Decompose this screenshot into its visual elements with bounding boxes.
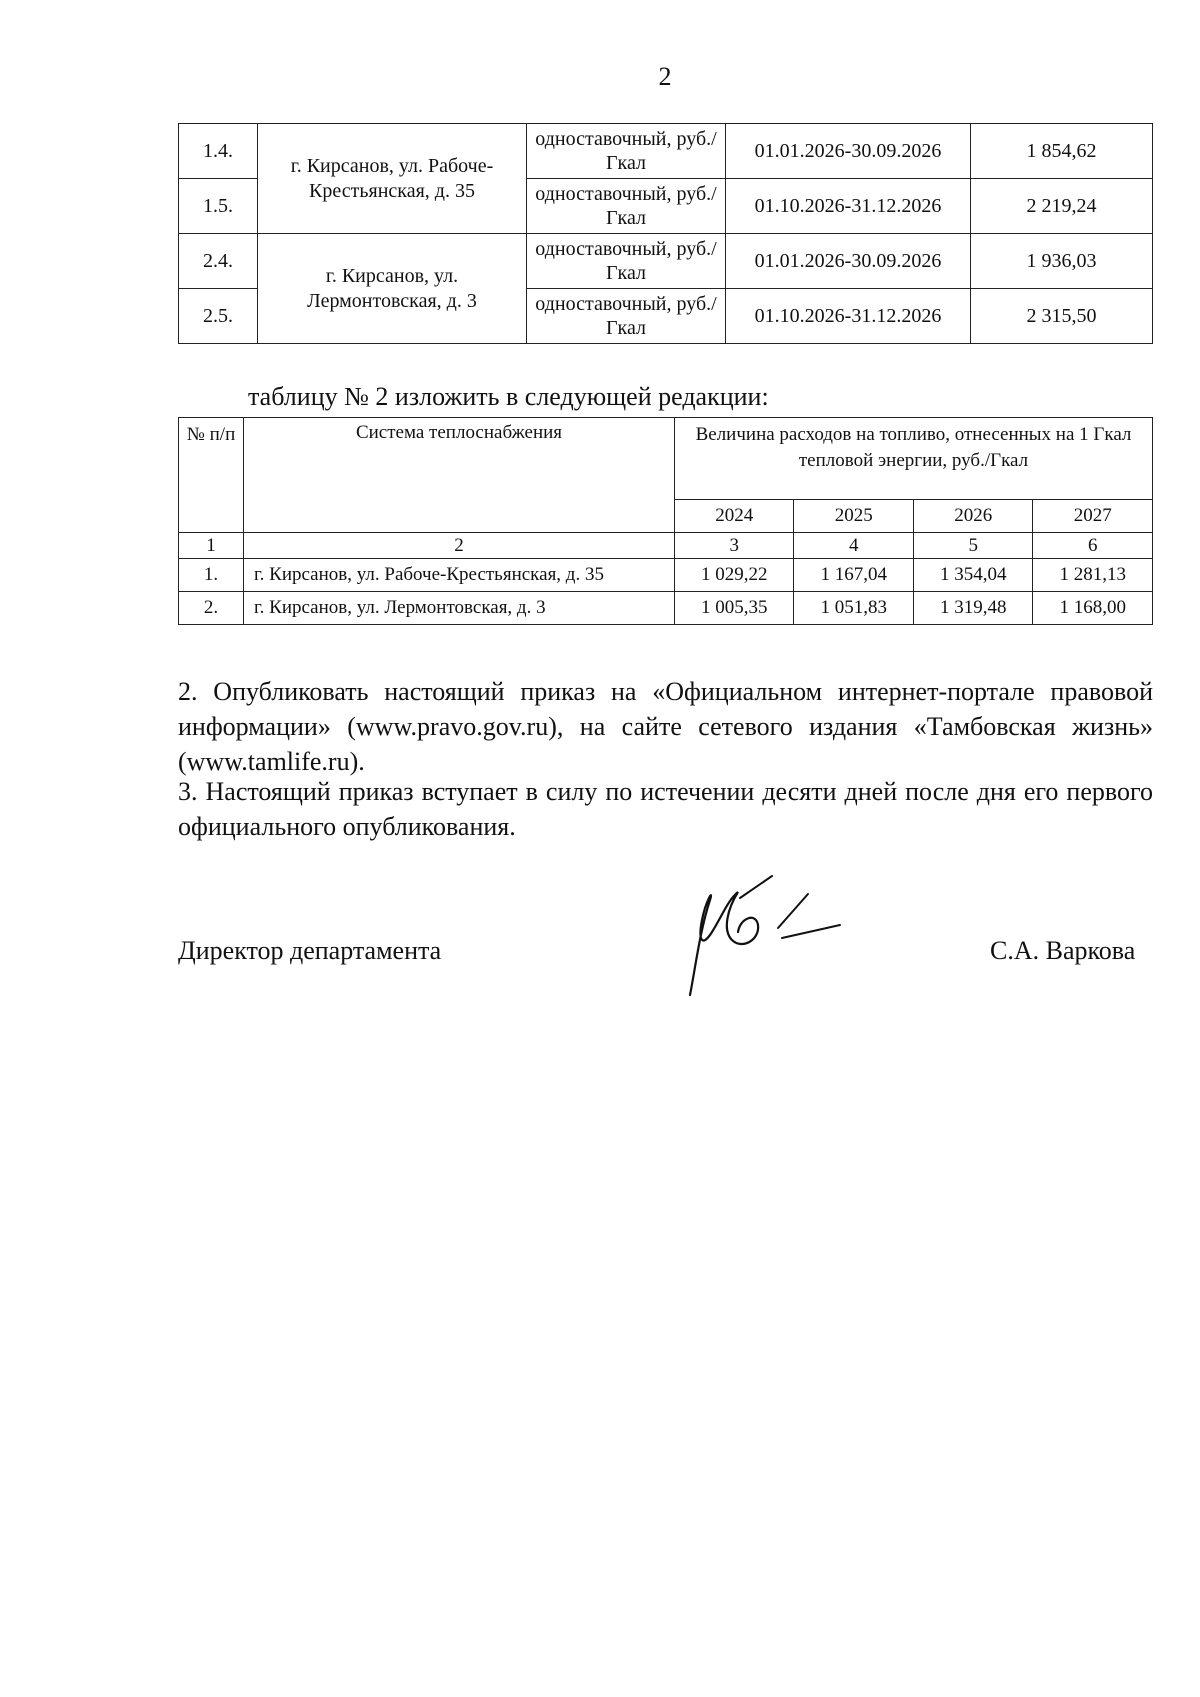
period-cell: 01.01.2026-30.09.2026 (726, 124, 971, 179)
period-cell: 01.10.2026-31.12.2026 (726, 179, 971, 234)
value-cell: 1 051,83 (794, 592, 913, 625)
header-value: Величина расходов на топливо, отнесенных на 1 Гкал тепловой энергии, руб./Гкал (675, 418, 1153, 500)
row-number: 1.5. (179, 179, 258, 234)
signatory-name: С.А. Варкова (990, 936, 1136, 965)
column-number: 3 (675, 533, 794, 559)
header-system: Система теплоснабжения (244, 418, 675, 533)
value-cell: 1 281,13 (1033, 559, 1153, 592)
paragraph-publication: 2. Опубликовать настоящий приказ на «Официальном интернет-портале правовой информации» (www.pravo.gov.ru), на сайте сетевого издания «Тамбовская жизнь» (www.tamlife.ru). (178, 677, 1153, 776)
value-cell: 1 354,04 (913, 559, 1032, 592)
tariff-value: 2 219,24 (971, 179, 1153, 234)
table-intro-text: таблицу № 2 изложить в следующей редакции: (248, 382, 769, 411)
column-number: 5 (913, 533, 1032, 559)
year-cell: 2027 (1033, 500, 1153, 533)
address-cell: г. Кирсанов, ул. Лермонтовская, д. 3 (258, 234, 527, 344)
handwritten-signature (680, 870, 870, 1000)
value-cell: 1 029,22 (675, 559, 794, 592)
page-number: 2 (658, 62, 672, 91)
table-row (179, 559, 1153, 592)
year-cell: 2024 (675, 500, 794, 533)
system-name: г. Кирсанов, ул. Рабоче-Крестьянская, д. 35 (244, 559, 675, 592)
header-number: № п/п (179, 418, 244, 533)
value-cell: 1 319,48 (913, 592, 1032, 625)
row-number: 1. (179, 559, 244, 592)
year-cell: 2025 (794, 500, 913, 533)
paragraph-effective-date: 3. Настоящий приказ вступает в силу по истечении десяти дней после дня его первого официального опубликования. (178, 777, 1153, 841)
year-cell: 2026 (913, 500, 1032, 533)
table-row (179, 592, 1153, 625)
tariff-value: 1 854,62 (971, 124, 1153, 179)
row-number: 2. (179, 592, 244, 625)
value-cell: 1 167,04 (794, 559, 913, 592)
tariff-value: 1 936,03 (971, 234, 1153, 289)
column-number: 2 (244, 533, 675, 559)
tariff-value: 2 315,50 (971, 289, 1153, 344)
signatory-title: Директор департамента (178, 936, 442, 965)
column-numbers-row (179, 533, 1153, 559)
tariff-type: одноставочный, руб./Гкал (527, 124, 726, 179)
tariff-type: одноставочный, руб./Гкал (527, 179, 726, 234)
column-number: 1 (179, 533, 244, 559)
row-number: 2.5. (179, 289, 258, 344)
table-row (179, 234, 1153, 289)
header-row (179, 418, 1153, 500)
column-number: 4 (794, 533, 913, 559)
tariff-type: одноставочный, руб./Гкал (527, 234, 726, 289)
value-cell: 1 005,35 (675, 592, 794, 625)
fuel-cost-table (178, 417, 1153, 625)
period-cell: 01.01.2026-30.09.2026 (726, 234, 971, 289)
value-cell: 1 168,00 (1033, 592, 1153, 625)
tariff-table (178, 123, 1153, 344)
row-number: 1.4. (179, 124, 258, 179)
table-row (179, 124, 1153, 179)
system-name: г. Кирсанов, ул. Лермонтовская, д. 3 (244, 592, 675, 625)
period-cell: 01.10.2026-31.12.2026 (726, 289, 971, 344)
column-number: 6 (1033, 533, 1153, 559)
tariff-type: одноставочный, руб./Гкал (527, 289, 726, 344)
row-number: 2.4. (179, 234, 258, 289)
address-cell: г. Кирсанов, ул. Рабоче-Крестьянская, д. 35 (258, 124, 527, 234)
